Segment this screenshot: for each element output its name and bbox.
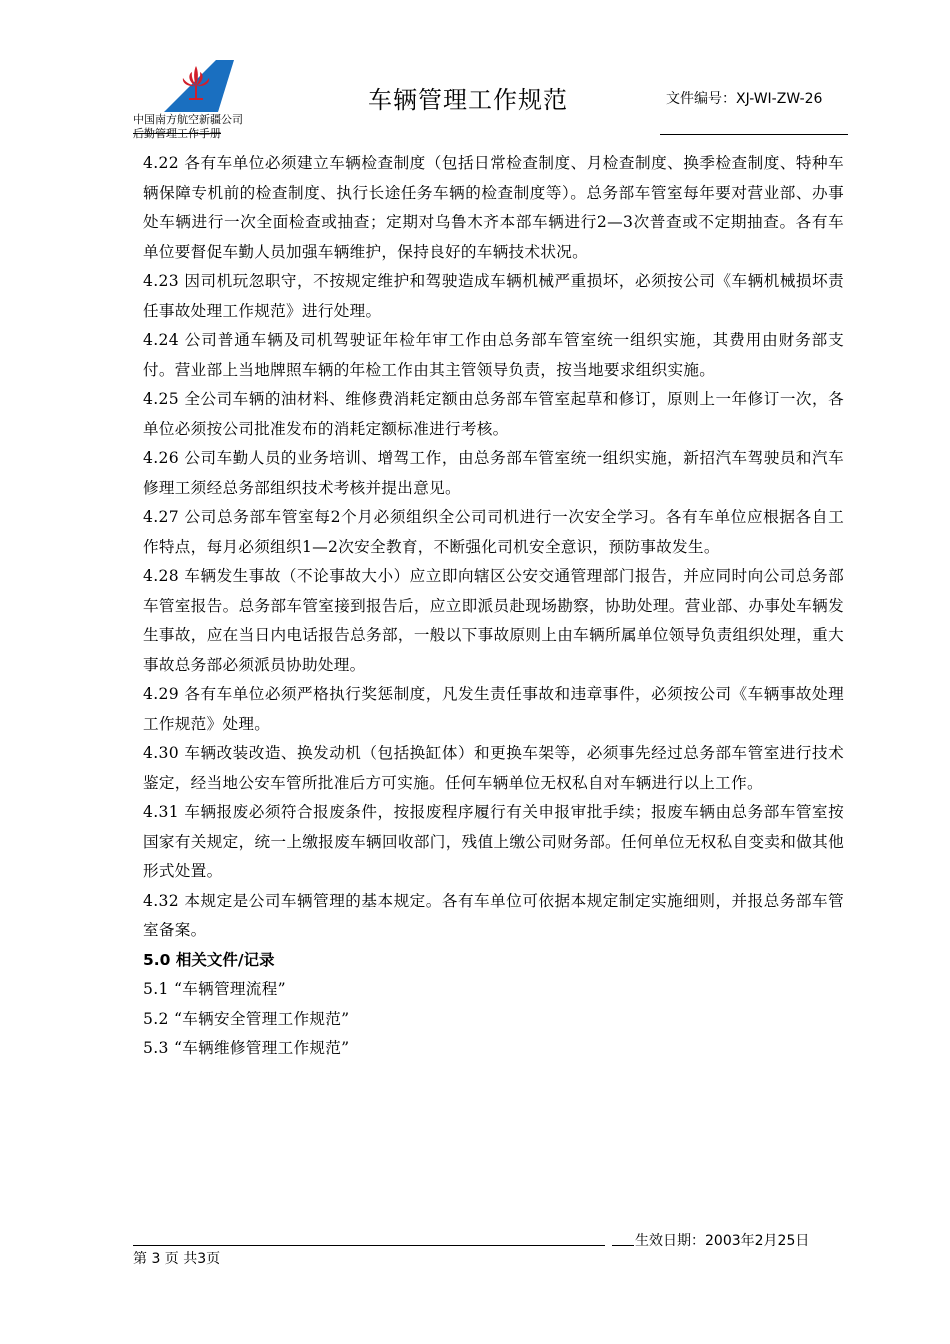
reference-item: 5.2 “车辆安全管理工作规范”: [143, 1009, 350, 1028]
company-name: 中国南方航空新疆公司: [133, 113, 243, 126]
clause-4-27: 4.27 公司总务部车管室每2个月必须组织全公司司机进行一次安全学习。各有车单位应根据各自工作特点，每月必须组织1—2次安全教育，不断强化司机安全意识，预防事故发生。: [143, 508, 844, 556]
company-logo: [158, 60, 234, 116]
clause-4-22: 4.22 各有车单位必须建立车辆检查制度（包括日常检查制度、月检查制度、换季检查制度、特种车辆保障专机前的检查制度、执行长途任务车辆的检查制度等）。总务部车管室每年要对营业部、办事处车辆进行一次全面检查或抽查；定期对乌鲁木齐本部车辆进行2—3次普查或不定期抽查。各有车单位要督促车勤人员加强车辆维护，保持良好的车辆技术状况。: [143, 154, 844, 261]
document-number: 文件编号：XJ-WI-ZW-26: [666, 91, 823, 107]
page-number: 第 3 页 共3页: [133, 1251, 221, 1267]
clause-4-32: 4.32 本规定是公司车辆管理的基本规定。各有车单位可依据本规定制定实施细则，并报总务部车管室备案。: [143, 891, 844, 939]
document-body: [143, 149, 844, 1064]
document-title: 车辆管理工作规范: [368, 86, 568, 114]
manual-name: 后勤管理工作手册: [133, 127, 221, 140]
clause-4-28: 4.28 车辆发生事故（不论事故大小）应立即向辖区公安交通管理部门报告，并应同时向公司总务部车管室报告。总务部车管室接到报告后，应立即派员赴现场勘察，协助处理。营业部、办事处车辆发生事故，应在当日内电话报告总务部，一般以下事故原则上由车辆所属单位领导负责组织处理，重大事故总务部必须派员协助处理。: [143, 567, 844, 674]
clause-4-29: 4.29 各有车单位必须严格执行奖惩制度，凡发生责任事故和违章事件，必须按公司《车辆事故处理工作规范》处理。: [143, 685, 844, 733]
reference-item: 5.1 “车辆管理流程”: [143, 980, 286, 998]
reference-item: 5.3 “车辆维修管理工作规范”: [143, 1039, 350, 1057]
clause-4-23: 4.23 因司机玩忽职守，不按规定维护和驾驶造成车辆机械严重损坏，必须按公司《车辆机械损坏责任事故处理工作规范》进行处理。: [143, 272, 844, 320]
section-heading: 5.0 相关文件/记录: [143, 950, 275, 969]
effective-date: 生效日期：2003年2月25日: [635, 1233, 810, 1249]
company-block: [133, 113, 243, 141]
footer-divider-left: [133, 1245, 605, 1246]
clause-4-31: 4.31 车辆报废必须符合报废条件，按报废程序履行有关申报审批手续；报废车辆由总务部车管室按国家有关规定，统一上缴报废车辆回收部门，残值上缴公司财务部。任何单位无权私自变卖和做其他形式处置。: [143, 803, 844, 880]
clause-4-30: 4.30 车辆改装改造、换发动机（包括换缸体）和更换车架等，必须事先经过总务部车管室进行技术鉴定，经当地公安车管所批准后方可实施。任何车辆单位无权私自对车辆进行以上工作。: [143, 744, 844, 792]
footer-divider-right: [612, 1245, 634, 1246]
clause-4-26: 4.26 公司车勤人员的业务培训、增驾工作，由总务部车管室统一组织实施，新招汽车驾驶员和汽车修理工须经总务部组织技术考核并提出意见。: [143, 449, 844, 497]
clause-4-25: 4.25 全公司车辆的油材料、维修费消耗定额由总务部车管室起草和修订，原则上一年修订一次，各单位必须按公司批准发布的消耗定额标准进行考核。: [143, 390, 844, 438]
header-divider: [660, 134, 848, 135]
clause-4-24: 4.24 公司普通车辆及司机驾驶证年检年审工作由总务部车管室统一组织实施，其费用由财务部支付。营业部上当地牌照车辆的年检工作由其主管领导负责，按当地要求组织实施。: [143, 331, 844, 379]
